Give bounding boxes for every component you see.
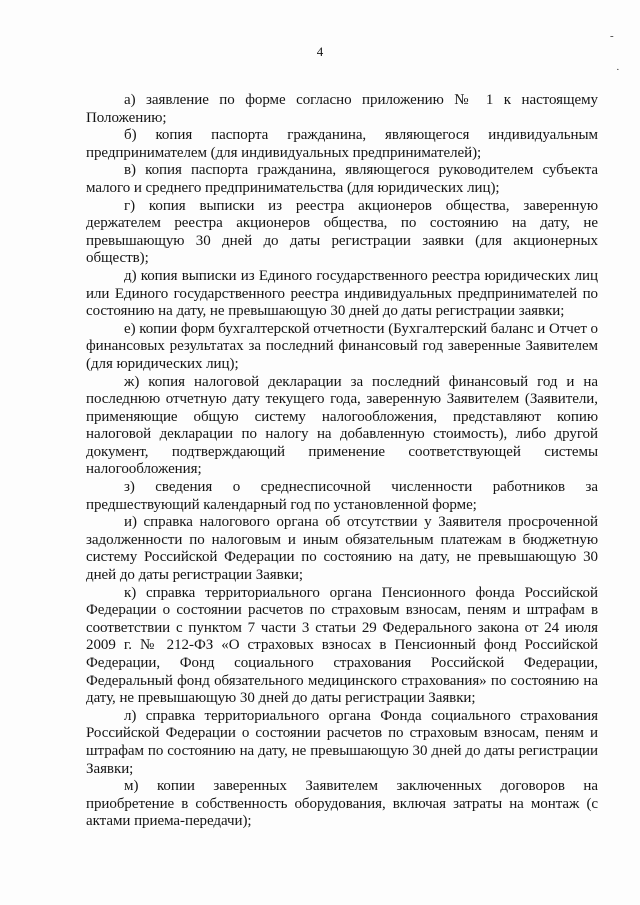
- list-item-m: м) копии заверенных Заявителем заключенных договоров на приобретение в собственность оборудования, включая затраты на монтаж (с актами приема-передачи);: [86, 778, 598, 830]
- scan-mark: -: [610, 30, 614, 42]
- list-item-l: л) справка территориального органа Фонда социального страхования Российской Федерации о состоянии расчетов по страховым взносам, пеням и штрафам по состоянию на дату, не превышающую 30 дней до даты регистрации Заявки;: [86, 707, 598, 777]
- list-item-z: з) сведения о среднесписочной численности работников за предшествующий календарный год по установленной форме;: [86, 479, 598, 513]
- list-item-d: д) копия выписки из Единого государственного реестра юридических лиц или Единого государственного реестра индивидуальных предпринимателей по состоянию на дату, не превышающую 30 дней до даты регистрации заявки;: [86, 267, 598, 320]
- document-body: [86, 92, 598, 831]
- list-item-e: е) копии форм бухгалтерской отчетности (Бухгалтерский баланс и Отчет о финансовых результатах за последний финансовый год заверенные Заявителем (для юридических лиц);: [86, 320, 598, 372]
- list-item-a: а) заявление по форме согласно приложению № 1 к настоящему Положению;: [86, 92, 598, 126]
- scan-mark: ·: [616, 64, 620, 76]
- list-item-v: в) копия паспорта гражданина, являющегося руководителем субъекта малого и среднего предпринимательства (для юридических лиц);: [86, 162, 598, 196]
- list-item-b: б) копия паспорта гражданина, являющегося индивидуальным предпринимателем (для индивидуальных предпринимателей);: [86, 127, 598, 161]
- page-number: 4: [316, 44, 324, 59]
- list-item-i: и) справка налогового органа об отсутствии у Заявителя просроченной задолженности по налоговым и иным обязательным платежам в бюджетную систему Российской Федерации по состоянию на дату, не превышающую 30 дней до даты регистрации Заявки;: [86, 514, 598, 584]
- list-item-zh: ж) копия налоговой декларации за последний финансовый год и на последнюю отчетную дату текущего года, заверенную Заявителем (Заявители, применяющие общую систему налогообложения, представляют копию налоговой декларации по налогу на добавленную стоимость), либо другой документ, подтверждающий применение соответствующей системы налогообложения;: [86, 373, 598, 478]
- list-item-g: г) копия выписки из реестра акционеров общества, заверенную держателем реестра акционеров общества, по состоянию на дату, не превышающую 30 дней до даты регистрации заявки (для акционерных обществ);: [86, 197, 598, 267]
- list-item-k: к) справка территориального органа Пенсионного фонда Российской Федерации о состоянии расчетов по страховым взносам, пеням и штрафам в соответствии с пунктом 7 части 3 статьи 29 Федерального закона от 24 июля 2009 г. № 212-ФЗ «О страховых взносах в Пенсионный фонд Российской Федерации, Фонд социального страхования Российской Федерации, Федеральный фонд обязательного медицинского страхования» по состоянию на дату, не превышающую 30 дней до даты регистрации Заявки;: [86, 584, 598, 707]
